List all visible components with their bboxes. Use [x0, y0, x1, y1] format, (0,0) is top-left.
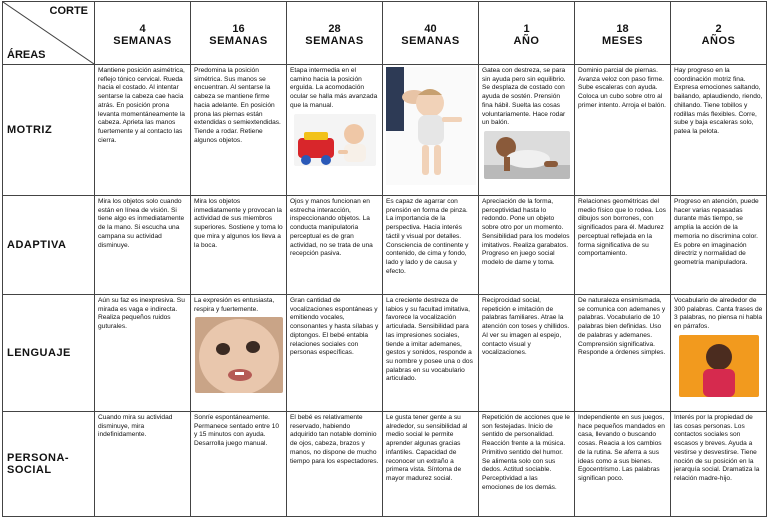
table-cell: Le gusta tener gente a su alrededor, su sensibilidad al medio social le permite aprender algunas gracias infantiles. Capacidad de reconocer un extraño a primera vista. Síntoma de mayor madurez social.: [383, 412, 479, 517]
table-cell: Independiente en sus juegos, hace pequeños mandados en casa, llevando o buscando cosas. Reacia a los cambios de la rutina. Se aferra a sus ideas como a sus bienes. Egocentrismo. Las palabras significan poco.: [575, 412, 671, 517]
table-cell: Gran cantidad de vocalizaciones espontáneas y emitiendo vocales, consonantes y hasta sílabas y diptongos. El bebé entabla relaciones sociales con personas específicas.: [287, 295, 383, 412]
table-row: [3, 412, 767, 517]
table-cell: Mira los objetos inmediatamente y provocan la actividad de sus miembros superiores. Sostiene y toma lo que mira y algunos los lleva a la boca.: [191, 196, 287, 295]
baby-face-photo: [195, 317, 283, 393]
table-cell: La expresión es entusiasta, respira y fuertemente.: [191, 295, 287, 412]
area-label: MOTRIZ: [3, 65, 95, 196]
area-label: ADAPTIVA: [3, 196, 95, 295]
column-header: 28 SEMANAS: [287, 2, 383, 65]
table-cell: Sonríe espontáneamente. Permanece sentado entre 10 y 15 minutos con ayuda. Desarrolla juego manual.: [191, 412, 287, 517]
development-table: [2, 1, 767, 517]
table-row: [3, 65, 767, 196]
table-cell: Dominio parcial de piernas. Avanza veloz con paso firme. Sube escaleras con ayuda. Coloca un cubo sobre otro al primer intento. Arroja el balón.: [575, 65, 671, 196]
table-cell: Mantiene posición asimétrica, reflejo tónico cervical. Rueda hacia el costado. Al intentar sentarse la cabeza cae hacia atrás. En posición prona levanta momentáneamente la cabeza. Aprieta las manos fuertemente y al contacto las cierra.: [95, 65, 191, 196]
table-cell: Vocabulario de alrededor de 300 palabras. Canta frases de 3 palabras, no piensa ni habla en párrafos.: [671, 295, 767, 412]
table-cell: De naturaleza ensimismada, se comunica con ademanes y palabras. Vocabulario de 10 palabras bien definidas. Uso de palabras y ademanes. Comprensión significativa. Responde a órdenes simples.: [575, 295, 671, 412]
table-cell: Gatea con destreza, se para sin ayuda pero sin equilibrio. Se desplaza de costado con ayuda de sostén. Prensión fina hábil. Suelta las cosas voluntariamente. Hace rodar un balón.: [479, 65, 575, 196]
table-cell: Predomina la posición simétrica. Sus manos se encuentran. Al sentarse la cabeza se mantiene firme hacia adelante. En posición prona las piernas están extendidas o semiextendidas. Tiende a rodar. Retiene algunos objetos.: [191, 65, 287, 196]
header-row: [3, 2, 767, 65]
crawling-baby-photo: [484, 131, 570, 179]
area-label: PERSONA-SOCIAL: [3, 412, 95, 517]
column-header: 2 AÑOS: [671, 2, 767, 65]
column-header: 40 SEMANAS: [383, 2, 479, 65]
area-label: LENGUAJE: [3, 295, 95, 412]
table-cell: Relaciones geométricas del medio físico que lo rodea. Los dibujos son borrones, con significados para él. Madurez perceptual reflejada en la forma significativa de su comportamiento.: [575, 196, 671, 295]
table-row: [3, 196, 767, 295]
table-cell: Apreciación de la forma, perceptividad hasta lo redondo. Pone un objeto sobre otro por un momento. Sensibilidad para los modelos imitativos. Realiza garabatos. Progreso en juego social modelo de dame y toma.: [479, 196, 575, 295]
baby-toy-photo: [294, 114, 376, 166]
column-header: 4 SEMANAS: [95, 2, 191, 65]
table-cell: Etapa intermedia en el camino hacia la posición erguida. La acomodación ocular se halla más avanzada que la manual.: [287, 65, 383, 196]
table-cell: Mira los objetos solo cuando están en línea de visión. Si tiene algo es inmediatamente de la mano. Si escucha una campana su actividad disminuye.: [95, 196, 191, 295]
corner-bottom-label: ÁREAS: [7, 49, 46, 61]
table-cell: Reciprocidad social, repetición e imitación de palabras familiares. Atrae la atención con toses y chillidos. Al ver su imagen al espejo, contacto visual y vocalizaciones.: [479, 295, 575, 412]
table-cell: [383, 65, 479, 196]
corner-top-label: CORTE: [49, 5, 88, 17]
table-cell: Ojos y manos funcionan en estrecha interacción, inspeccionando objetos. La conducta manipulatoria perceptual es de gran actividad, no se trata de una recepción pasiva.: [287, 196, 383, 295]
table-cell: Hay progreso en la coordinación motriz fina. Expresa emociones saltando, bailando, aplaudiendo, riendo, chillando. Tiene tobillos y rodillas más flexibles. Corre, sube y baja escaleras solo, patea la pelota.: [671, 65, 767, 196]
table-row: [3, 295, 767, 412]
table-cell: Repetición de acciones que le son festejadas. Inicio de sentido de personalidad. Reacción frente a la música. Primitivo sentido del humor. Se alimenta solo con sus dedos. Actitud sociable. Perceptividad a las emociones de los demás.: [479, 412, 575, 517]
table-cell: Progreso en atención, puede hacer varias repasadas durante más tiempo, se amplía la acción de la memoria no discrimina color. Es pobre en imaginación directriz y normalidad de geometría manipuladora.: [671, 196, 767, 295]
table-cell: La creciente destreza de labios y su facultad imitativa, favorece la vocalización articulada. Sensibilidad para las impresiones sociales, tiende a imitar ademanes, gestos y sonidos, responde a su nombre y posee una o dos palabras en su vocabulario articulado.: [383, 295, 479, 412]
table-cell: Es capaz de agarrar con prensión en forma de pinza. La importancia de la perspectiva. Hacia interés táctil y visual por detalles. Consciencia de continente y contenido, de cima y fondo, lado y lado y de causa y efecto.: [383, 196, 479, 295]
table-cell: Interés por la propiedad de las cosas personas. Los contactos sociales son escasos y breves. Ayuda a vestirse y desvestirse. Tiene noción de su posición en la jerarquía social. Dramatiza la relación madre-hijo.: [671, 412, 767, 517]
table-cell: El bebé es relativamente reservado, habiendo adquirido tan notable dominio de ojos, cabeza, brazos y manos, no dispone de mucho tiempo para los espectadores.: [287, 412, 383, 517]
column-header: 16 SEMANAS: [191, 2, 287, 65]
corner-cell: [3, 2, 95, 65]
column-header: 18 MESES: [575, 2, 671, 65]
column-header: 1 AÑO: [479, 2, 575, 65]
table-cell: Cuando mira su actividad disminuye, mira indefinidamente.: [95, 412, 191, 517]
table-cell: Aún su faz es inexpresiva. Su mirada es vaga e indirecta. Realiza pequeños ruidos guturales.: [95, 295, 191, 412]
toddler-photo: [679, 335, 759, 397]
walking-baby-photo: [386, 67, 476, 185]
